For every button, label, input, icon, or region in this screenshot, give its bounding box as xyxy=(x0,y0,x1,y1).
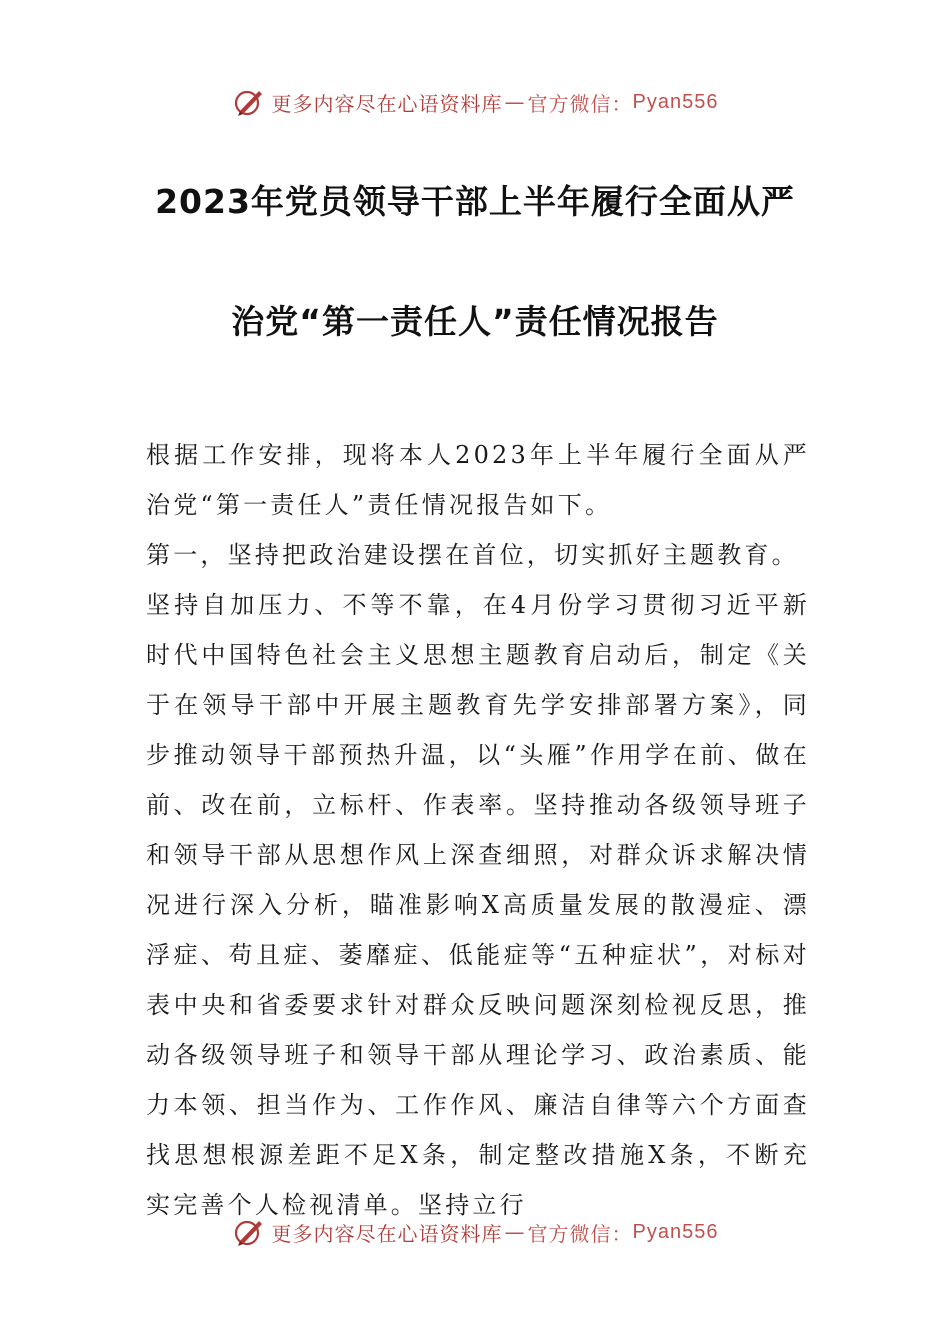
document-body xyxy=(146,430,810,1230)
banner-separator: — xyxy=(504,1220,526,1244)
paragraph-main: 坚持自加压力、不等不靠，在4月份学习贯彻习近平新时代中国特色社会主义思想主题教育启动后，制定《关于在领导干部中开展主题教育先学安排部署方案》，同步推动领导干部预热升温，以“头雁”作用学在前、做在前、改在前，立标杆、作表率。坚持推动各级领导班子和领导干部从思想作风上深查细照，对群众诉求解决情况进行深入分析，瞄准影响X高质量发展的散漫症、漂浮症、苟且症、萎靡症、低能症等“五种症状”，对标对表中央和省委要求针对群众反映问题深刻检视反思，推动各级领导班子和领导干部从理论学习、政治素质、能力本领、担当作为、工作作风、廉洁自律等六个方面查找思想根源差距不足X条，制定整改措施X条，不断充实完善个人检视清单。坚持立行 xyxy=(146,591,810,1219)
banner-wechat-handle: Pyan556 xyxy=(632,90,719,113)
paragraph-section-heading: 第一，坚持把政治建设摆在首位，切实抓好主题教育。 xyxy=(146,541,799,569)
footer-watermark-banner xyxy=(0,1212,950,1252)
document-title-line-1: 2023年党员领导干部上半年履行全面从严 xyxy=(155,182,795,221)
banner-contact-label: 官方微信： xyxy=(527,91,633,116)
banner-separator: — xyxy=(504,90,526,114)
pen-circle-icon xyxy=(232,85,266,119)
banner-wechat-handle: Pyan556 xyxy=(632,1220,719,1243)
banner-contact-label: 官方微信： xyxy=(527,1221,633,1246)
paragraph-intro: 根据工作安排，现将本人2023年上半年履行全面从严治党“第一责任人”责任情况报告如下。 xyxy=(146,441,810,519)
banner-brand-text: 更多内容尽在心语资料库 xyxy=(271,1221,503,1246)
header-watermark-banner xyxy=(0,82,950,122)
pen-circle-icon xyxy=(232,1215,266,1249)
banner-brand-text: 更多内容尽在心语资料库 xyxy=(271,91,503,116)
document-title-line-2: 治党“第一责任人”责任情况报告 xyxy=(231,302,719,341)
